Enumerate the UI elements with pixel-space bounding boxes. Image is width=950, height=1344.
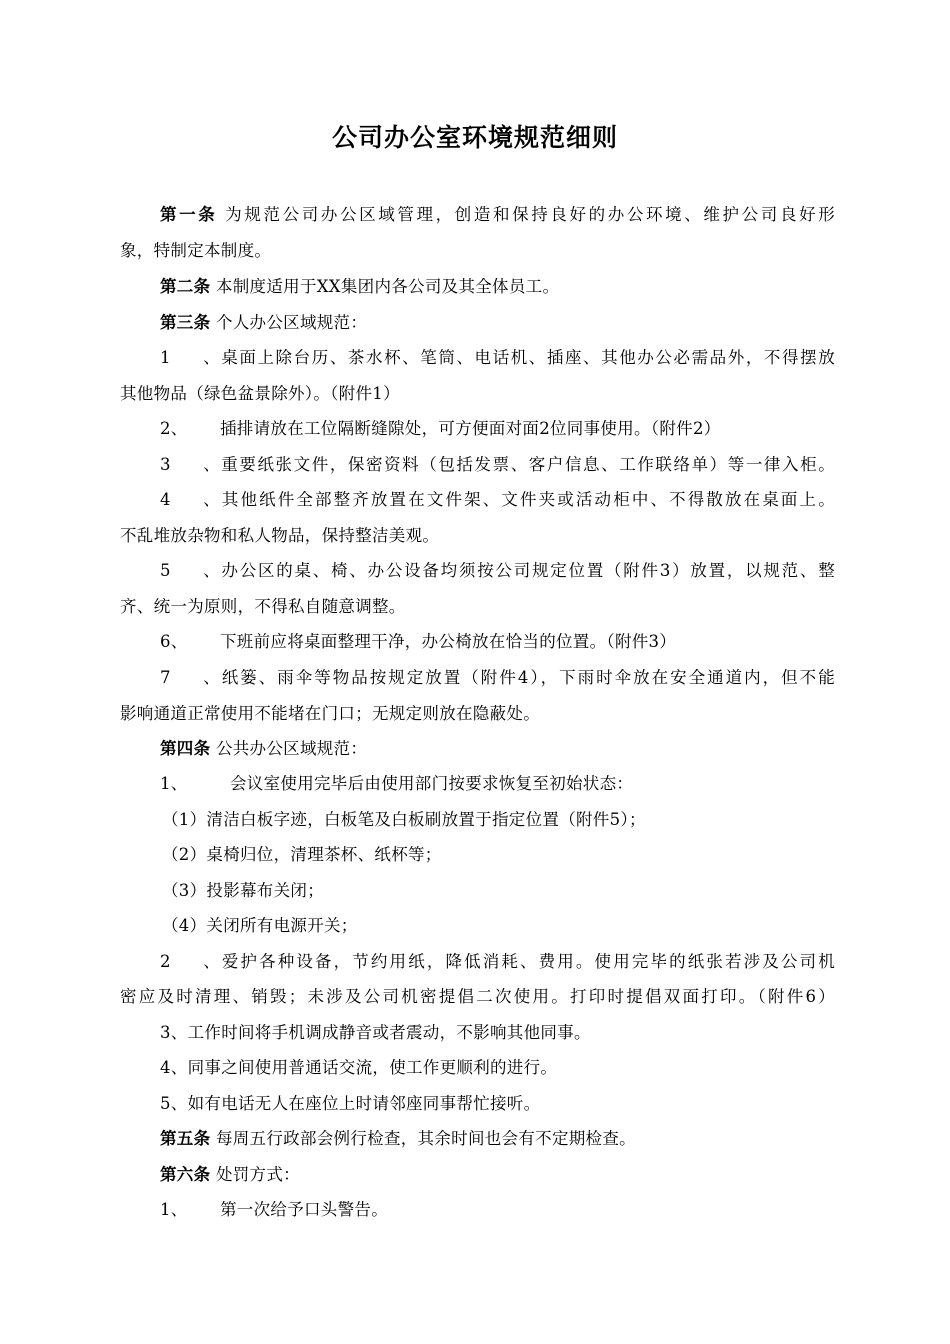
item-text: 第一次给予口头警告。 xyxy=(220,1200,388,1219)
article-3-item-1-line-1 xyxy=(160,347,835,369)
article-5-label: 第五条 xyxy=(160,1129,211,1148)
item-text: 会议室使用完毕后由使用部门按要求恢复至初始状态： xyxy=(230,774,634,793)
article-3-item-6 xyxy=(160,631,835,653)
document-title: 公司办公室环境规范细则 xyxy=(331,123,618,152)
article-3-item-2 xyxy=(160,418,835,440)
item-number: 7、 xyxy=(160,668,220,687)
article-2-text: 本制度适用于XX集团内各公司及其全体员工。 xyxy=(210,277,560,296)
item-text: 重要纸张文件，保密资料（包括发票、客户信息、工作联络单）等一律入柜。 xyxy=(220,455,835,474)
item-number: 1、 xyxy=(160,348,220,367)
article-6-item-1 xyxy=(160,1199,835,1221)
article-3-item-5-line-1 xyxy=(160,560,835,582)
article-4 xyxy=(160,738,835,760)
article-3 xyxy=(160,312,835,334)
item-text: 纸篓、雨伞等物品按规定放置（附件4），下雨时伞放在安全通道内，但不能 xyxy=(220,668,835,687)
article-5-text: 每周五行政部会例行检查，其余时间也会有不定期检查。 xyxy=(210,1129,636,1148)
article-3-text: 个人办公区域规范： xyxy=(210,313,368,332)
article-2 xyxy=(160,276,835,298)
article-4-item-3: 3、工作时间将手机调成静音或者震动，不影响其他同事。 xyxy=(160,1023,591,1042)
item-text: 其他纸件全部整齐放置在文件架、文件夹或活动柜中、不得散放在桌面上。 xyxy=(220,490,835,509)
item-text: 爱护各种设备，节约用纸，降低消耗、费用。使用完毕的纸张若涉及公司机 xyxy=(220,952,835,971)
article-3-item-3 xyxy=(160,454,835,476)
article-4-text: 公共办公区域规范： xyxy=(210,739,368,758)
item-number: 1、 xyxy=(160,1200,188,1219)
article-6-text: 处罚方式： xyxy=(210,1165,300,1184)
item-number: 5、 xyxy=(160,561,220,580)
article-1-text-a: 为规范公司办公区域管理，创造和保持良好的办公环境、维护公司良好形 xyxy=(217,205,835,224)
article-4-item-2-line-2: 密应及时清理、销毁；未涉及公司机密提倡二次使用。打印时提倡双面打印。（附件6） xyxy=(120,987,835,1006)
article-2-label: 第二条 xyxy=(160,277,211,296)
article-4-subitem-1: （1）清洁白板字迹，白板笔及白板刷放置于指定位置（附件5）； xyxy=(162,810,646,829)
article-3-item-4-line-1 xyxy=(160,489,835,511)
article-4-item-1 xyxy=(160,773,835,795)
article-4-label: 第四条 xyxy=(160,739,211,758)
item-number: 2、 xyxy=(160,952,220,971)
article-3-item-7-line-2: 影响通道正常使用不能堵在门口；无规定则放在隐蔽处。 xyxy=(120,704,540,723)
article-3-item-5-line-2: 齐、统一为原则，不得私自随意调整。 xyxy=(120,597,406,616)
item-number: 3、 xyxy=(160,455,220,474)
article-5 xyxy=(160,1128,835,1150)
article-6 xyxy=(160,1164,835,1186)
article-4-subitem-3: （3）投影幕布关闭； xyxy=(162,881,324,900)
article-1-line-2: 象，特制定本制度。 xyxy=(120,241,272,260)
article-1-line-1 xyxy=(160,204,835,226)
item-text: 桌面上除台历、茶水杯、笔筒、电话机、插座、其他办公必需品外，不得摆放 xyxy=(220,348,835,367)
item-number: 6、 xyxy=(160,632,188,651)
article-4-subitem-4: （4）关闭所有电源开关； xyxy=(162,916,358,935)
article-3-item-7-line-1 xyxy=(160,667,835,689)
article-4-item-4: 4、同事之间使用普通话交流，使工作更顺利的进行。 xyxy=(160,1058,558,1077)
article-4-item-5: 5、如有电话无人在座位上时请邻座同事帮忙接听。 xyxy=(160,1094,541,1113)
article-1-label: 第一条 xyxy=(160,205,218,224)
item-number: 2、 xyxy=(160,419,188,438)
article-6-label: 第六条 xyxy=(160,1165,211,1184)
item-text: 办公区的桌、椅、办公设备均须按公司规定位置（附件3）放置，以规范、整 xyxy=(220,561,835,580)
article-3-item-4-line-2: 不乱堆放杂物和私人物品，保持整洁美观。 xyxy=(120,526,440,545)
item-number: 4、 xyxy=(160,490,220,509)
article-3-label: 第三条 xyxy=(160,313,211,332)
item-text: 下班前应将桌面整理干净，办公椅放在恰当的位置。（附件3） xyxy=(220,632,677,651)
item-number: 1、 xyxy=(160,774,188,793)
item-text: 插排请放在工位隔断缝隙处，可方便面对面2位同事使用。（附件2） xyxy=(220,419,721,438)
article-4-item-2-line-1 xyxy=(160,951,835,973)
article-3-item-1-line-2: 其他物品（绿色盆景除外）。（附件1） xyxy=(120,384,400,403)
article-4-subitem-2: （2）桌椅归位，清理茶杯、纸杯等； xyxy=(162,845,442,864)
